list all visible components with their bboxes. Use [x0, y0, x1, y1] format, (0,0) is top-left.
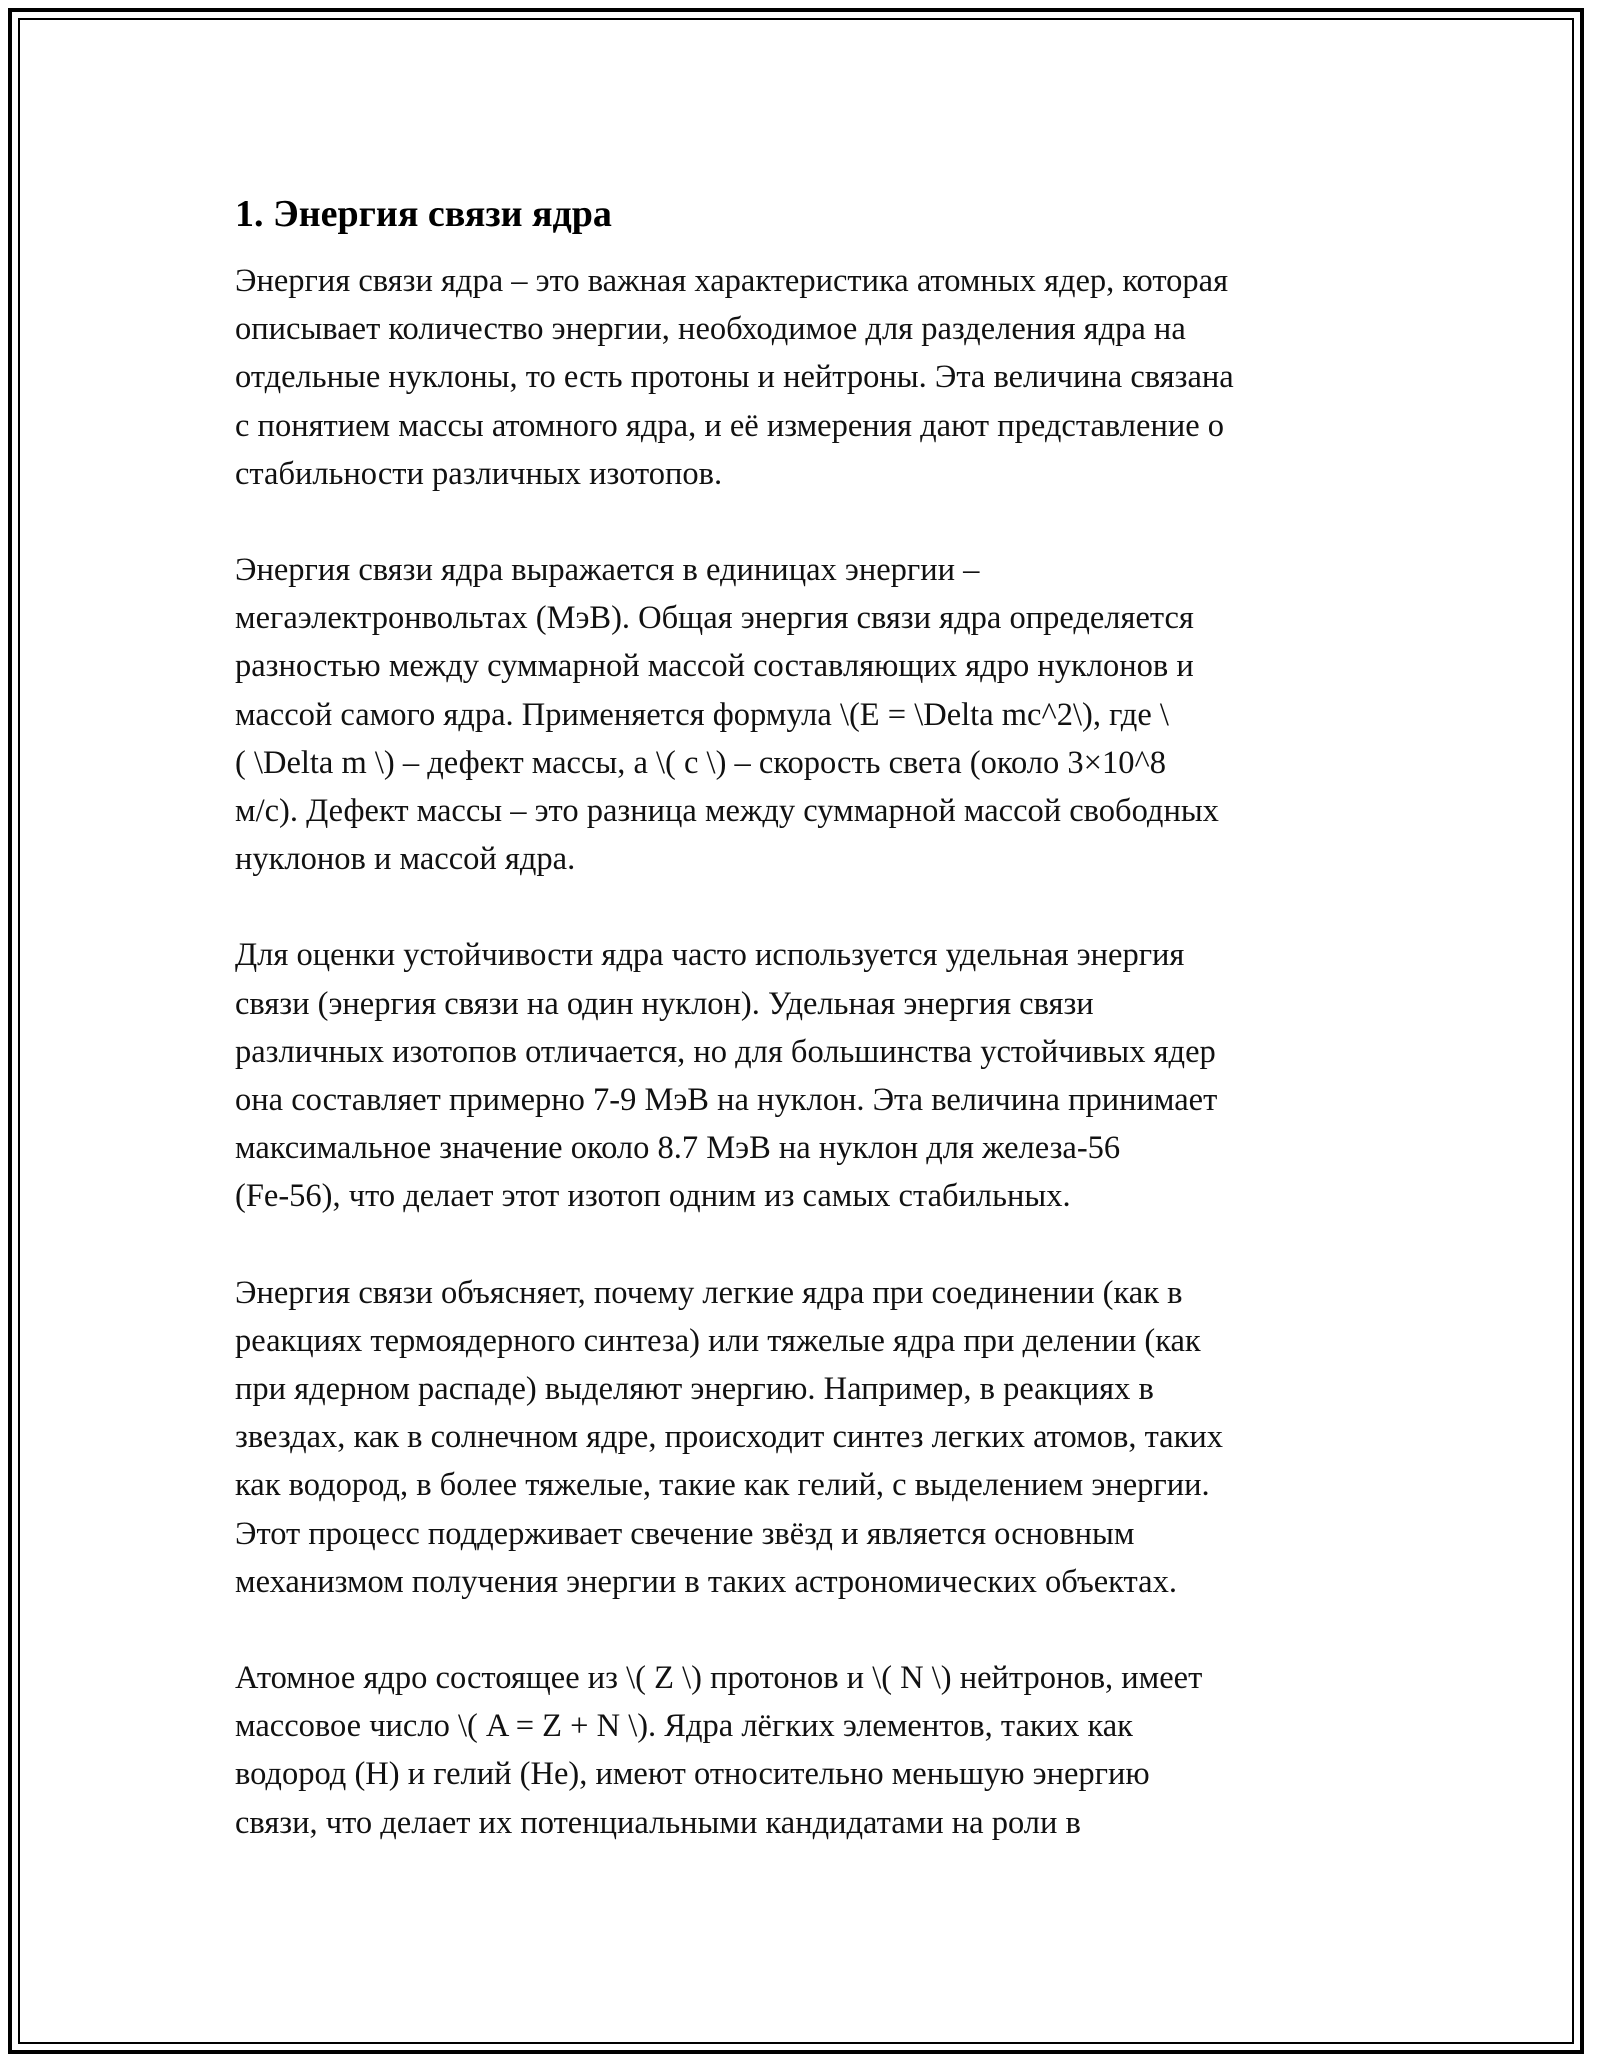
paragraph-line: связи, что делает их потенциальными кандидатами на роли в [235, 1804, 1081, 1841]
paragraph-list [235, 257, 1370, 1847]
paragraph [235, 546, 1370, 883]
paragraph-line: Энергия связи ядра – это важная характеристика атомных ядер, которая [235, 263, 1229, 299]
paragraph-line: как водород, в более тяжелые, такие как гелий, с выделением энергии. [235, 1467, 1210, 1504]
paragraph-line: Энергия связи объясняет, почему легкие ядра при соединении (как в [235, 1274, 1183, 1311]
document-body [235, 185, 1370, 1895]
paragraph-line: отдельные нуклоны, то есть протоны и нейтроны. Эта величина связана [235, 359, 1234, 396]
paragraph-line: Атомное ядро состоящее из \( Z \) протонов и \( N \) нейтронов, имеет [235, 1660, 1203, 1697]
paragraph-line: с понятием массы атомного ядра, и её измерения дают представление о [235, 407, 1225, 444]
paragraph-line: описывает количество энергии, необходимое для разделения ядра на [235, 311, 1186, 348]
paragraph-line: Для оценки устойчивости ядра часто используется удельная энергия [235, 937, 1185, 974]
paragraph-line: Энергия связи ядра выражается в единицах энергии – [235, 552, 980, 589]
section-heading: 1. Энергия связи ядра [235, 193, 612, 235]
paragraph-line: она составляет примерно 7-9 МэВ на нуклон. Эта величина принимает [235, 1082, 1218, 1119]
paragraph-line: максимальное значение около 8.7 МэВ на нуклон для железа-56 [235, 1130, 1121, 1167]
paragraph [235, 257, 1370, 498]
paragraph-line: различных изотопов отличается, но для большинства устойчивых ядер [235, 1033, 1216, 1070]
paragraph-line: связи (энергия связи на один нуклон). Удельная энергия связи [235, 985, 1094, 1022]
paragraph-line: Этот процесс поддерживает свечение звёзд и является основным [235, 1515, 1135, 1552]
paragraph-line: реакциях термоядерного синтеза) или тяжелые ядра при делении (как [235, 1322, 1201, 1359]
paragraph-line: (Fe-56), что делает этот изотоп одним из самых стабильных. [235, 1178, 1071, 1215]
paragraph-line: механизмом получения энергии в таких астрономических объектах. [235, 1563, 1177, 1600]
paragraph [235, 1654, 1370, 1847]
paragraph-line: массой самого ядра. Применяется формула \(E = \Delta mc^2\), где \ [235, 696, 1169, 733]
paragraph-line: мегаэлектронвольтах (МэВ). Общая энергия связи ядра определяется [235, 600, 1194, 637]
paragraph-line: звездах, как в солнечном ядре, происходит синтез легких атомов, таких [235, 1419, 1224, 1456]
paragraph-line: стабильности различных изотопов. [235, 455, 723, 492]
paragraph-line: м/с). Дефект массы – это разница между суммарной массой свободных [235, 793, 1219, 830]
paragraph [235, 931, 1370, 1220]
paragraph [235, 1269, 1370, 1606]
paragraph-line: при ядерном распаде) выделяют энергию. Например, в реакциях в [235, 1371, 1154, 1408]
paragraph-line: разностью между суммарной массой составляющих ядро нуклонов и [235, 648, 1194, 685]
paragraph-line: ( \Delta m \) – дефект массы, а \( c \) – скорость света (около 3×10^8 [235, 744, 1166, 781]
paragraph-line: водород (H) и гелий (He), имеют относительно меньшую энергию [235, 1756, 1150, 1793]
paragraph-line: массовое число \( A = Z + N \). Ядра лёгких элементов, таких как [235, 1708, 1133, 1745]
paragraph-line: нуклонов и массой ядра. [235, 841, 576, 878]
